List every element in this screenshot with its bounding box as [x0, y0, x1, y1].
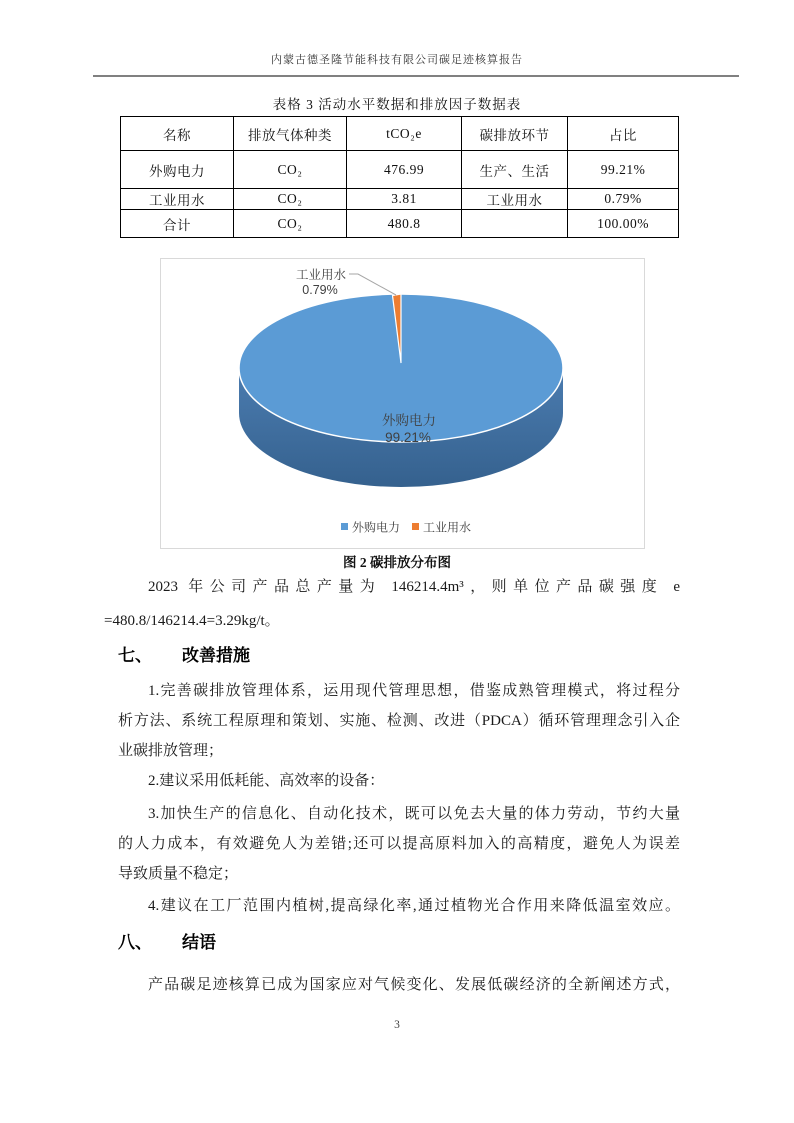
section-heading-improvements	[118, 641, 250, 666]
table-row	[121, 189, 679, 210]
data-label-electricity-name: 外购电力	[382, 413, 436, 428]
table-caption: 表格 3 活动水平数据和排放因子数据表	[272, 97, 522, 112]
cell: 99.21%	[568, 151, 679, 189]
paragraph-line: 4.建议在工厂范围内植树,提高绿化率,通过植物光合作用来降低温室效应。	[148, 898, 680, 914]
cell: CO₂	[234, 151, 347, 189]
section-title: 改善措施	[182, 646, 250, 665]
paragraph-line: 3.加快生产的信息化、自动化技术，既可以免去大量的体力劳动，节约大量	[148, 806, 680, 822]
cell: 生产、生活	[462, 151, 568, 189]
paragraph-line: 的人力成本，有效避免人为差错;还可以提高原料加入的高精度，避免人为误差	[118, 836, 680, 852]
legend-marker-water	[412, 523, 419, 530]
section-title: 结语	[182, 933, 216, 952]
page-header-title: 内蒙古德圣隆节能科技有限公司碳足迹核算报告	[271, 54, 523, 66]
cell: 476.99	[347, 151, 462, 189]
data-label-water-name: 工业用水	[295, 268, 347, 282]
section-heading-conclusion	[118, 928, 216, 953]
paragraph-line: 2.建议采用低耗能、高效率的设备：	[148, 773, 385, 789]
legend-marker-electricity	[341, 523, 348, 530]
cell: 合计	[121, 210, 234, 238]
page-number: 3	[394, 1019, 400, 1031]
paragraph-4	[118, 891, 680, 921]
paragraph-line: 2023 年公司产品总产量为 146214.4m³，则单位产品碳强度 e	[148, 579, 680, 595]
cell: 工业用水	[121, 189, 234, 210]
cell: 外购电力	[121, 151, 234, 189]
section-number: 八、	[118, 933, 152, 952]
emission-data-table	[120, 116, 679, 238]
col-header: tCO₂e	[347, 117, 462, 151]
paragraph-line: 析方法、系统工程原理和策划、实施、检测、改进（PDCA）循环管理理念引入企	[118, 713, 680, 729]
paragraph-line: 导致质量不稳定；	[118, 866, 239, 882]
col-header: 碳排放环节	[462, 117, 568, 151]
data-label-electricity-pct: 99.21%	[385, 430, 431, 445]
cell: 0.79%	[568, 189, 679, 210]
cell: 100.00%	[568, 210, 679, 238]
intro-paragraph	[104, 570, 680, 638]
table-row	[121, 151, 679, 189]
col-header: 排放气体种类	[234, 117, 347, 151]
paragraph-3	[118, 799, 680, 889]
legend-label-water: 工业用水	[423, 520, 472, 535]
legend-label-electricity: 外购电力	[352, 520, 401, 535]
col-header: 名称	[121, 117, 234, 151]
figure-caption: 图 2 碳排放分布图	[343, 555, 451, 570]
section-number: 七、	[118, 646, 152, 665]
table-row	[121, 210, 679, 238]
paragraph-1	[118, 676, 680, 766]
data-label-water-pct: 0.79%	[302, 283, 338, 297]
callout-leader-line	[349, 274, 396, 295]
table-header-row	[121, 117, 679, 151]
cell: 工业用水	[462, 189, 568, 210]
cell: CO₂	[234, 210, 347, 238]
cell	[462, 210, 568, 238]
paragraph-line: =480.8/146214.4=3.29kg/t。	[104, 613, 280, 629]
col-header: 占比	[568, 117, 679, 151]
cell: CO₂	[234, 189, 347, 210]
header-divider	[93, 75, 739, 77]
paragraph-2	[118, 766, 680, 796]
cell: 3.81	[347, 189, 462, 210]
paragraph-line: 1.完善碳排放管理体系，运用现代管理思想，借鉴成熟管理模式，将过程分	[148, 683, 680, 699]
pie-chart-svg	[161, 259, 644, 548]
paragraph-5	[118, 970, 680, 1000]
pie-chart-figure	[160, 258, 645, 549]
paragraph-line: 产品碳足迹核算已成为国家应对气候变化、发展低碳经济的全新阐述方式，	[148, 977, 680, 993]
paragraph-line: 业碳排放管理；	[118, 743, 224, 759]
cell: 480.8	[347, 210, 462, 238]
